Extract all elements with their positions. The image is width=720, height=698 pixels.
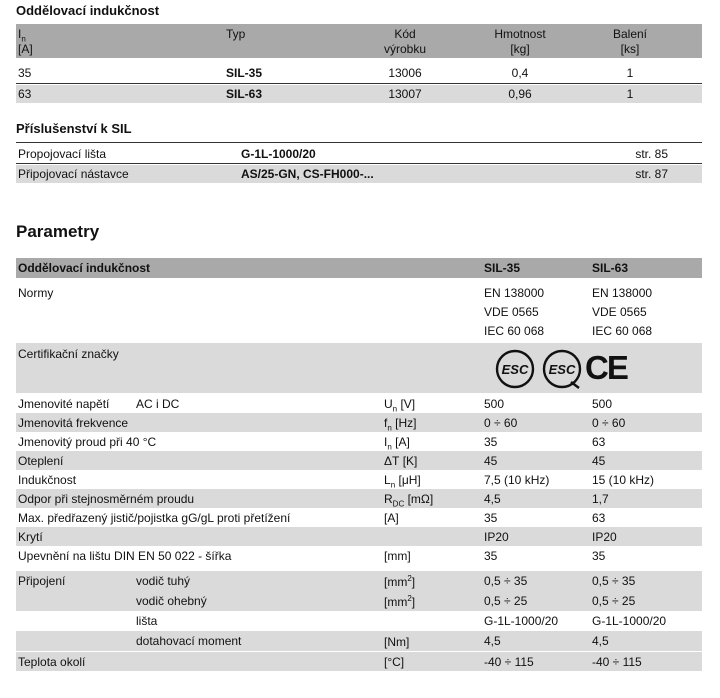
divider [16,83,702,84]
pripojeni-v2: G-1L-1000/20 [592,614,667,628]
esc-mark-icon-2 [541,348,583,390]
param-symbol: [mm] [384,549,411,563]
pripojeni-v1: 0,5 ÷ 25 [484,594,528,608]
pripojeni-sub: lišta [136,614,158,628]
param-v2: 63 [592,511,606,525]
cell-typ: SIL-35 [226,66,263,80]
param-v1: 35 [484,435,498,449]
header-baleni: Balení [612,27,648,41]
header-typ: Typ [226,27,246,41]
param-label: Odpor při stejnosměrném proudu [18,492,195,506]
cell-page: str. 85 [635,147,668,161]
param-label: Jmenovité napětí [18,397,110,411]
param-label: Upevnění na lištu DIN EN 50 022 - šířka [18,549,232,563]
param-symbol: $L_n$ [μH] [384,473,421,490]
param-label: Jmenovitý proud při 40 °C [18,435,157,449]
param-v2: IP20 [592,530,617,544]
cell-name: Připojovací nástavce [18,167,129,181]
header-hmotnost-unit: [kg] [510,42,530,56]
teplota-v2: -40 ÷ 115 [592,655,642,669]
param-v2: 1,7 [592,492,609,506]
table-row [16,85,702,103]
header-kod: Kód [394,27,416,41]
param-v1: 35 [484,549,498,563]
param-symbol: $U_n$ [V] [384,397,416,414]
teplota-label: Teplota okolí [18,655,86,669]
cell-bal: 1 [626,66,634,80]
param-v1: 35 [484,511,498,525]
pripojeni-unit: $[mm^2]$ [384,594,416,609]
normy-col1-1: VDE 0565 [484,305,539,319]
pripojeni-v2: 0,5 ÷ 35 [592,574,636,588]
param-v2: 500 [592,397,613,411]
cell-page: str. 87 [635,167,668,181]
normy-col2-1: VDE 0565 [592,305,647,319]
header-baleni-unit: [ks] [620,42,640,56]
header-in: $I_n$ [18,27,26,44]
cell-in: 63 [18,87,32,101]
param-v2: 63 [592,435,606,449]
normy-col2-0: EN 138000 [592,286,653,300]
param-v1: 7,5 (10 kHz) [484,473,550,487]
teplota-v1: -40 ÷ 115 [484,655,534,669]
section-title-odd-ind: Oddělovací indukčnost [16,3,160,18]
param-v1: 500 [484,397,505,411]
param-v1: 4,5 [484,492,501,506]
param-header-sil63: SIL-63 [592,261,629,275]
cell-hmot: 0,96 [508,87,532,101]
pripojeni-unit: [Nm] [384,635,410,649]
param-symbol: $I_n$ [A] [384,435,410,452]
pripojeni-v2: 4,5 [592,634,609,648]
normy-col1-2: IEC 60 068 [484,324,545,338]
param-v2: 15 (10 kHz) [592,473,655,487]
param-v2: 45 [592,454,606,468]
esc-mark-icon [494,348,536,390]
divider [16,142,702,143]
cell-in: 35 [18,66,32,80]
cell-hmot: 0,4 [511,66,529,80]
param-symbol: ΔT [K] [384,454,418,468]
param-symbol: $f_n$ [Hz] [384,416,417,433]
param-v1: IP20 [484,530,509,544]
header-in-unit: [A] [18,42,33,56]
pripojeni-sub: vodič ohebný [136,594,207,608]
pripojeni-sub: dotahovací moment [136,634,242,648]
param-v1: 0 ÷ 60 [484,416,518,430]
table-row [16,64,702,82]
param-label: Max. předřazený jistič/pojistka gG/gL proti přetížení [18,511,291,525]
param-symbol: [A] [384,511,399,525]
cell-value: G-1L-1000/20 [241,147,316,161]
section-title-parametry: Parametry [16,222,100,241]
cell-kod: 13006 [388,66,422,80]
pripojeni-sub: vodič tuhý [136,574,191,588]
param-header-sil35: SIL-35 [484,261,521,275]
cell-kod: 13007 [388,87,422,101]
param-label: Oteplení [18,454,64,468]
svg-text:ESC: ESC [501,362,529,377]
pripojeni-v2: 0,5 ÷ 25 [592,594,636,608]
param-label: Indukčnost [18,473,77,487]
ce-mark-icon: CE [585,349,627,386]
param-symbol: $R_{DC}$ [mΩ] [384,492,434,509]
normy-col2-2: IEC 60 068 [592,324,653,338]
cert-label: Certifikační značky [18,347,119,361]
pripojeni-unit: $[mm^2]$ [384,574,416,589]
teplota-unit: [°C] [384,655,405,669]
divider [16,163,702,164]
param-header-name: Oddělovací indukčnost [18,261,151,275]
table-row [16,145,702,163]
cell-value: AS/25-GN, CS-FH000-... [241,167,374,181]
header-hmotnost: Hmotnost [494,27,546,41]
param-v2: 0 ÷ 60 [592,416,626,430]
svg-text:ESC: ESC [548,362,576,377]
section-title-prislusenstvi: Příslušenství k SIL [16,121,132,136]
pripojeni-v1: 4,5 [484,634,501,648]
pripojeni-label: Připojení [18,574,66,588]
normy-col1-0: EN 138000 [484,286,545,300]
cell-name: Propojovací lišta [18,147,107,161]
param-label: Krytí [18,530,43,544]
table-row [16,165,702,183]
pripojeni-v1: 0,5 ÷ 35 [484,574,528,588]
param-v2: 35 [592,549,606,563]
param-v1: 45 [484,454,498,468]
param-extra: AC i DC [136,397,180,411]
param-label: Jmenovitá frekvence [18,416,129,430]
cell-typ: SIL-63 [226,87,263,101]
normy-label: Normy [18,286,54,300]
pripojeni-v1: G-1L-1000/20 [484,614,559,628]
cell-bal: 1 [626,87,634,101]
header-kod-2: výrobku [383,42,427,56]
